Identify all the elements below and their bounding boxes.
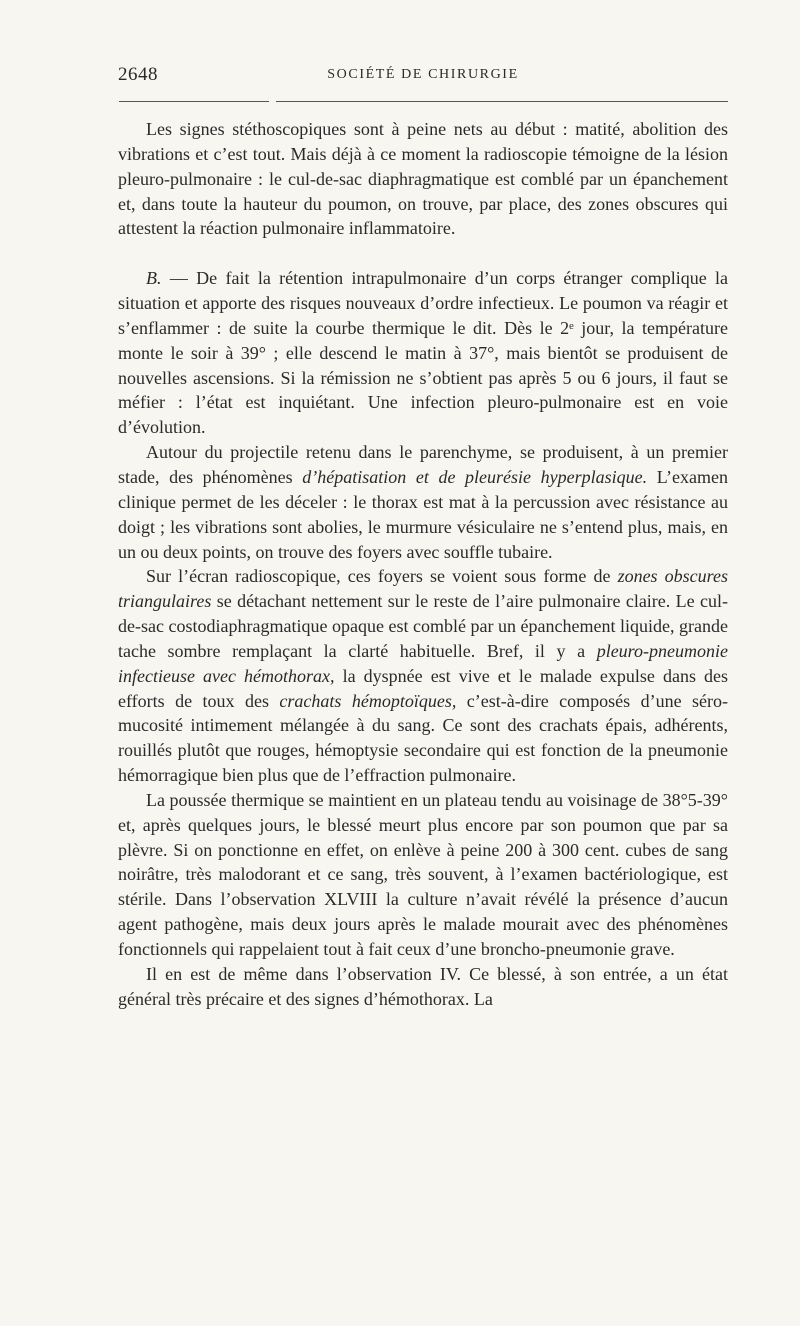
paragraph-4-text-d: c’est-à-dire composés d’une séro-mucosité intimement mélangée à du sang. Ce sont des crachats épais, adhérents, rouillés plutôt que rouges, hémoptysie secondaire qui est fonction de la pneumonie hémorragique bien plus que de l’effraction pulmonaire.: [118, 690, 728, 786]
paragraph-3-italic: d’hépatisation et de pleurésie hyperplasique.: [302, 466, 648, 487]
paragraph-5: La poussée thermique se maintient en un plateau tendu au voisinage de 38°5-39° et, après quelques jours, le blessé meurt plus encore par son poumon que par sa plèvre. Si on ponctionne en effet, on enlève à peine 200 à 300 cent. cubes de sang noirâtre, très malodorant et ce sang, très souvent, à l’examen bactériologique, est stérile. Dans l’observation XLVIII la culture n’avait révélé la présence d’aucun agent pathogène, mais deux jours après le malade mourait avec des phénomènes fonctionnels qui rappelaient tout à fait ceux d’une broncho-pneumonie grave.: [118, 789, 728, 959]
section-label: B.: [146, 268, 162, 289]
paragraph-4-text-b: se détachant nettement sur le reste de l’aire pulmonaire claire. Le cul-de-sac costodiaphragmatique opaque est comblé par un épanchement liquide, grande tache sombre remplaçant la clarté habituelle. Bref, il y a: [118, 591, 728, 661]
paragraph-3: [118, 440, 728, 564]
paragraph-4-text-a: Sur l’écran radioscopique, ces foyers se voient sous forme de: [146, 566, 618, 587]
body-text: [118, 117, 728, 1012]
paragraph-2: [118, 266, 728, 440]
paragraph-2-text: — De fait la rétention intrapulmonaire d’un corps étranger complique la situation et apporte des risques nouveaux d’ordre infectieux. Le poumon va réagir et s’enflammer : de suite la courbe thermique le dit. Dès le 2ᵉ jour, la température monte le soir à 39° ; elle descend le matin à 37°, mais bientôt se produisent de nouvelles ascensions. Si la rémission ne s’obtient pas après 5 ou 6 jours, il faut se méfier : l’état est inquiétant. Une infection pleuro-pulmonaire est en voie d’évolution.: [118, 268, 729, 438]
paragraph-4-text-c: la dyspnée est vive et le malade expulse dans des efforts de toux des: [118, 665, 729, 711]
header-rule-right: [276, 101, 728, 102]
header-rule-left: [119, 101, 269, 102]
page-header: [118, 64, 728, 88]
paragraph-4: [118, 564, 728, 788]
paragraph-4-italic-b: pleuro-pneumonie infectieuse avec hémothorax,: [118, 640, 728, 686]
page-number: 2648: [118, 64, 158, 85]
paragraph-6: Il en est de même dans l’observation IV. Ce blessé, à son entrée, a un état général très précaire et des signes d’hémothorax. La: [118, 963, 728, 1009]
paragraph-4-italic-a: zones obscures triangulaires: [118, 566, 729, 612]
paragraph-3-text-b: L’examen clinique permet de les déceler : le thorax est mat à la percussion avec résistance au doigt ; les vibrations sont abolies, le murmure vésiculaire ne s’entend plus, mais, en un ou deux points, on trouve des foyers avec souffle tubaire.: [118, 466, 729, 562]
running-head: SOCIÉTÉ DE CHIRURGIE: [327, 67, 519, 82]
paragraph-4-italic-c: crachats hémoptoïques,: [279, 690, 457, 711]
paragraph-1: Les signes stéthoscopiques sont à peine nets au début : matité, abolition des vibrations et c’est tout. Mais déjà à ce moment la radioscopie témoigne de la lésion pleuro-pulmonaire : le cul-de-sac diaphragmatique est comblé par un épanchement et, dans toute la hauteur du poumon, on trouve, par place, des zones obscures qui attestent la réaction pulmonaire inflammatoire.: [118, 119, 728, 239]
paragraph-3-text-a: Autour du projectile retenu dans le parenchyme, se produisent, à un premier stade, des phénomènes: [118, 442, 728, 487]
